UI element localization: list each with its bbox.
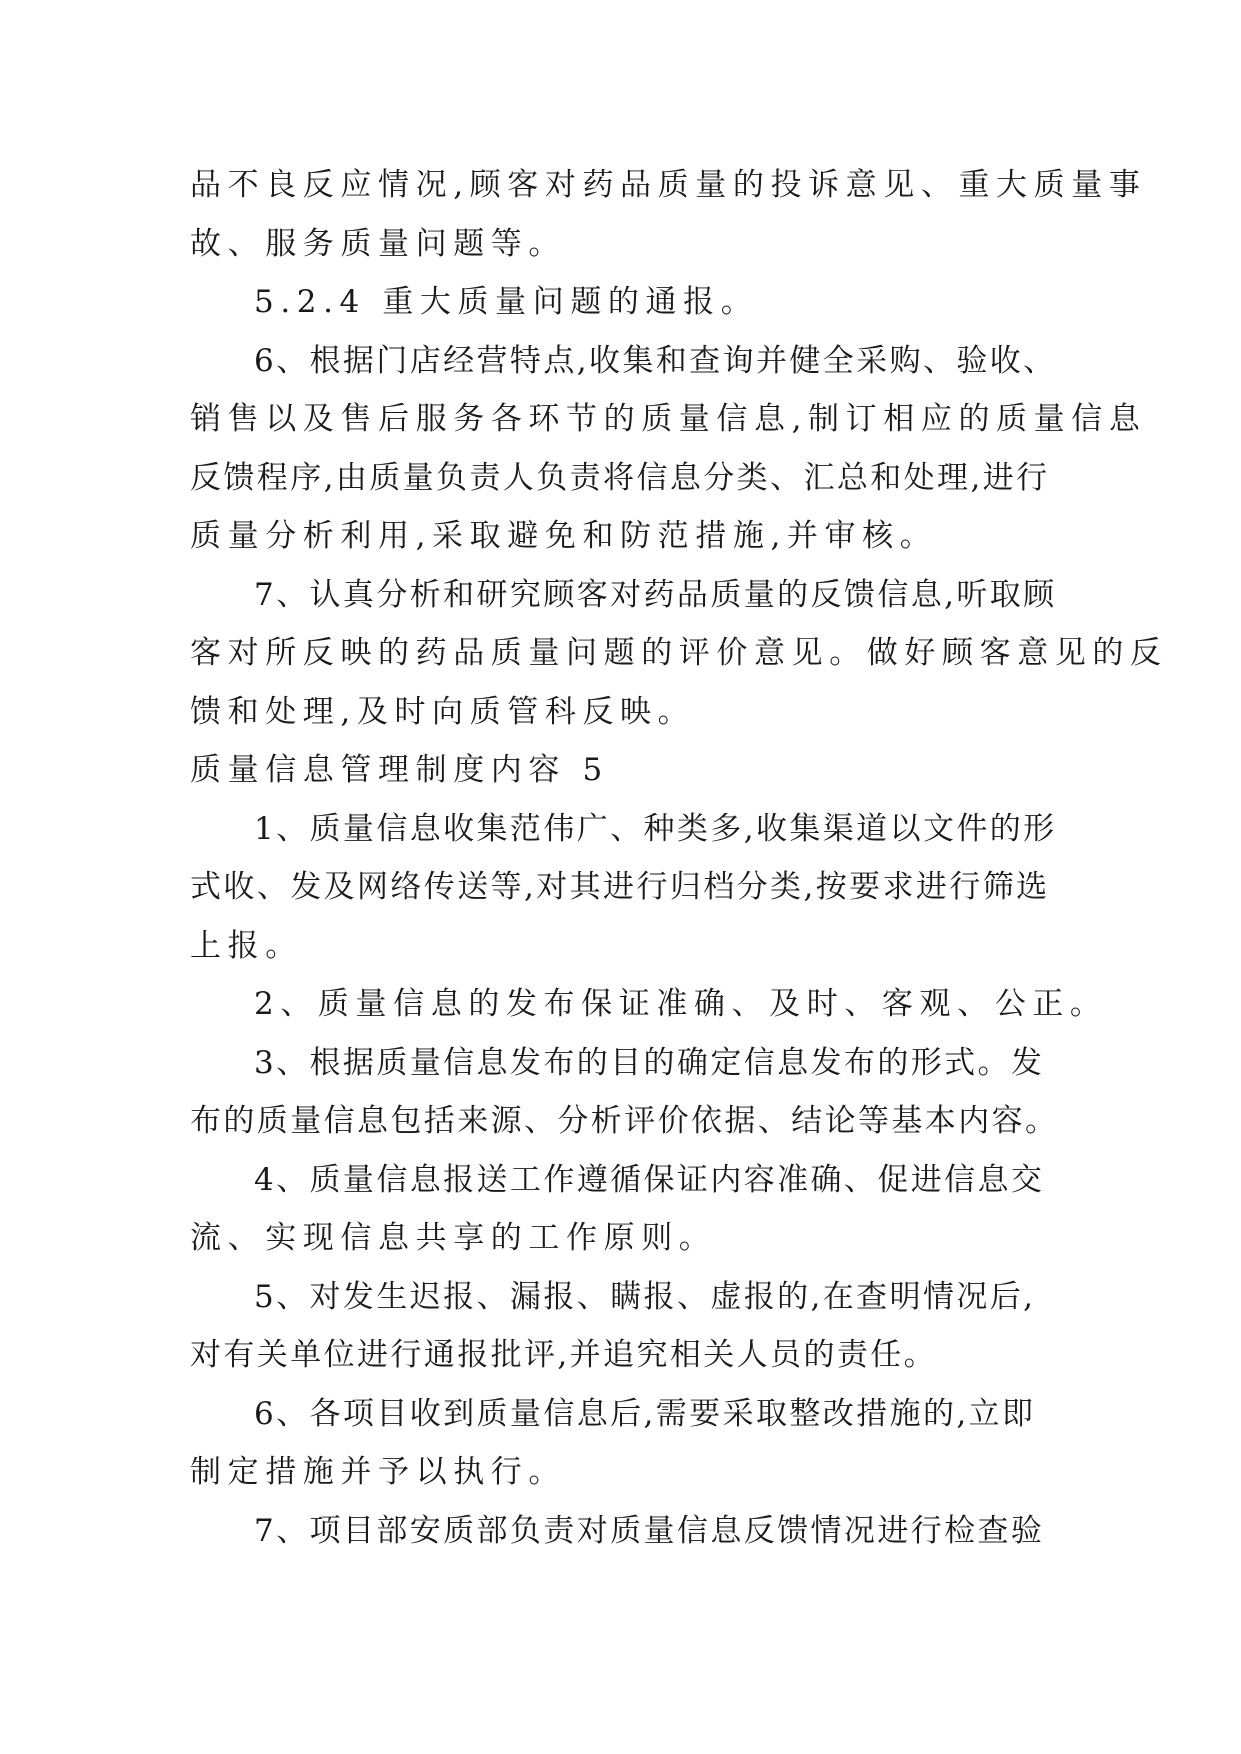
text-line: 5.2.4 重大质量问题的通报。	[254, 284, 759, 320]
text-line: 销售以及售后服务各环节的质量信息,制订相应的质量信息	[190, 401, 1147, 437]
text-line: 客对所反映的药品质量问题的评价意见。做好顾客意见的反	[190, 635, 1168, 671]
text-line: 流、实现信息共享的工作原则。	[190, 1220, 717, 1256]
text-line: 布的质量信息包括来源、分析评价依据、结论等基本内容。	[190, 1103, 1059, 1139]
text-line: 故、服务质量问题等。	[190, 225, 566, 262]
text-line: 7、认真分析和研究顾客对药品质量的反馈信息,听取顾	[254, 576, 1057, 613]
text-line: 1、质量信息收集范伟广、种类多,收集渠道以文件的形	[254, 810, 1057, 847]
text-line: 馈和处理,及时向质管科反映。	[190, 693, 696, 730]
text-line: 品不良反应情况,顾客对药品质量的投诉意见、重大质量事	[190, 167, 1147, 203]
text-line: 质量分析利用,采取避免和防范措施,并审核。	[190, 518, 938, 554]
section-heading: 质量信息管理制度内容 5	[190, 752, 609, 788]
text-line: 6、根据门店经营特点,收集和查询并健全采购、验收、	[254, 342, 1057, 379]
text-line: 上报。	[190, 927, 303, 964]
text-line: 制定措施并予以执行。	[190, 1454, 566, 1490]
document-body	[190, 156, 1168, 1560]
text-line: 6、各项目收到质量信息后,需要采取整改措施的,立即	[254, 1395, 1036, 1432]
text-line: 2、质量信息的发布保证准确、及时、客观、公正。	[254, 986, 1108, 1022]
text-line: 反馈程序,由质量负责人负责将信息分类、汇总和处理,进行	[190, 459, 1050, 496]
text-line: 3、根据质量信息发布的目的确定信息发布的形式。发	[254, 1044, 1045, 1081]
text-line: 5、对发生迟报、漏报、瞒报、虚报的,在查明情况后,	[254, 1278, 1036, 1315]
text-line: 对有关单位进行通报批评,并追究相关人员的责任。	[190, 1337, 938, 1373]
text-line: 7、项目部安质部负责对质量信息反馈情况进行检查验	[254, 1512, 1045, 1549]
text-line: 4、质量信息报送工作遵循保证内容准确、促进信息交	[254, 1161, 1045, 1198]
text-line: 式收、发及网络传送等,对其进行归档分类,按要求进行筛选	[190, 869, 1050, 905]
